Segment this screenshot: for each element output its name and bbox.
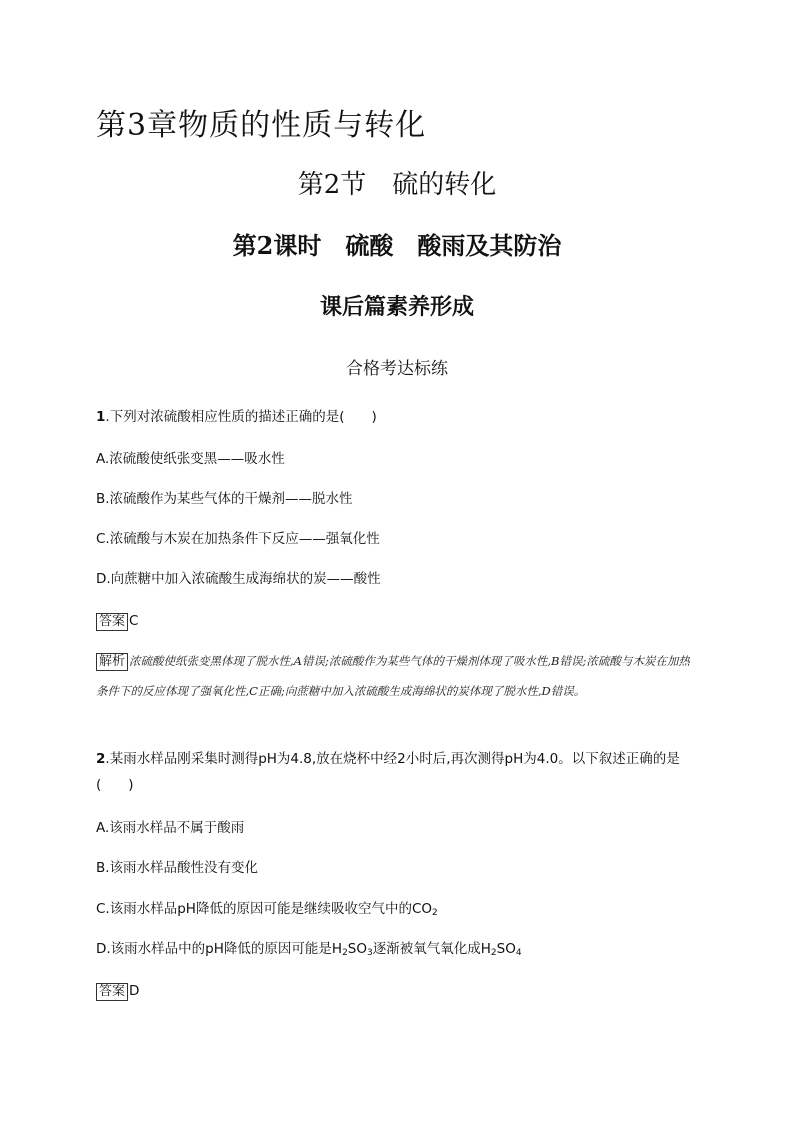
- level-title: 合格考达标练: [346, 359, 448, 379]
- question-number: 2: [96, 751, 106, 767]
- question-2-stem: [96, 746, 701, 798]
- option-c-text: C.该雨水样品pH降低的原因可能是继续吸收空气中的CO: [96, 901, 432, 917]
- question-number: 1: [96, 409, 106, 425]
- answer-value: C: [129, 613, 139, 629]
- part-title: 课后篇素养形成: [319, 294, 474, 320]
- q1-option-d: D.向蔗糖中加入浓硫酸生成海绵状的炭——酸性: [96, 571, 381, 587]
- option-d-text: D.该雨水样品中的pH降低的原因可能是H: [96, 941, 343, 957]
- question-1-stem: [96, 404, 701, 430]
- option-d-text: SO: [496, 941, 516, 957]
- option-d-text: SO: [347, 941, 367, 957]
- explanation-tag: 解析: [96, 653, 128, 671]
- answer-tag: 答案: [96, 983, 128, 1001]
- option-d-text: 逐渐被氧气氧化成H: [372, 941, 491, 957]
- q1-option-b: B.浓硫酸作为某些气体的干燥剂——脱水性: [96, 491, 353, 507]
- q2-option-d: [96, 939, 522, 963]
- q2-answer: [96, 981, 139, 1001]
- q2-option-c: [96, 899, 438, 923]
- section-title: 第2节 硫的转化: [297, 170, 497, 200]
- subscript: 2: [490, 948, 497, 958]
- explanation-text: 浓硫酸使纸张变黑体现了脱水性,A错误;浓硫酸作为某些气体的干燥剂体现了吸水性,B错误;浓硫酸与木炭在加热条件下的反应体现了强氧化性,C正确;向蔗糖中加入浓硫酸生成海绵状的炭体现了脱水性,D错误。: [96, 654, 690, 698]
- subscript: 2: [342, 948, 348, 958]
- answer-tag: 答案: [96, 613, 128, 631]
- subscript: 2: [432, 908, 438, 918]
- chapter-title: 第3章物质的性质与转化: [96, 108, 427, 143]
- q1-option-c: C.浓硫酸与木炭在加热条件下反应——强氧化性: [96, 531, 380, 547]
- subscript: 4: [515, 948, 522, 958]
- q2-option-b: B.该雨水样品酸性没有变化: [96, 860, 259, 876]
- q1-explanation: [96, 646, 701, 706]
- q2-option-a: A.该雨水样品不属于酸雨: [96, 820, 245, 836]
- q1-option-a: A.浓硫酸使纸张变黑——吸水性: [96, 451, 285, 467]
- question-text: .某雨水样品刚采集时测得pH为4.8,放在烧杯中经2小时后,再次测得pH为4.0。以下叙述正确的是( ): [96, 751, 680, 793]
- subscript: 3: [367, 948, 373, 958]
- q1-answer: [96, 611, 138, 631]
- question-text: .下列对浓硫酸相应性质的描述正确的是( ): [105, 409, 377, 425]
- lesson-title: 第2课时 硫酸 酸雨及其防治: [232, 231, 562, 260]
- answer-value: D: [129, 983, 140, 999]
